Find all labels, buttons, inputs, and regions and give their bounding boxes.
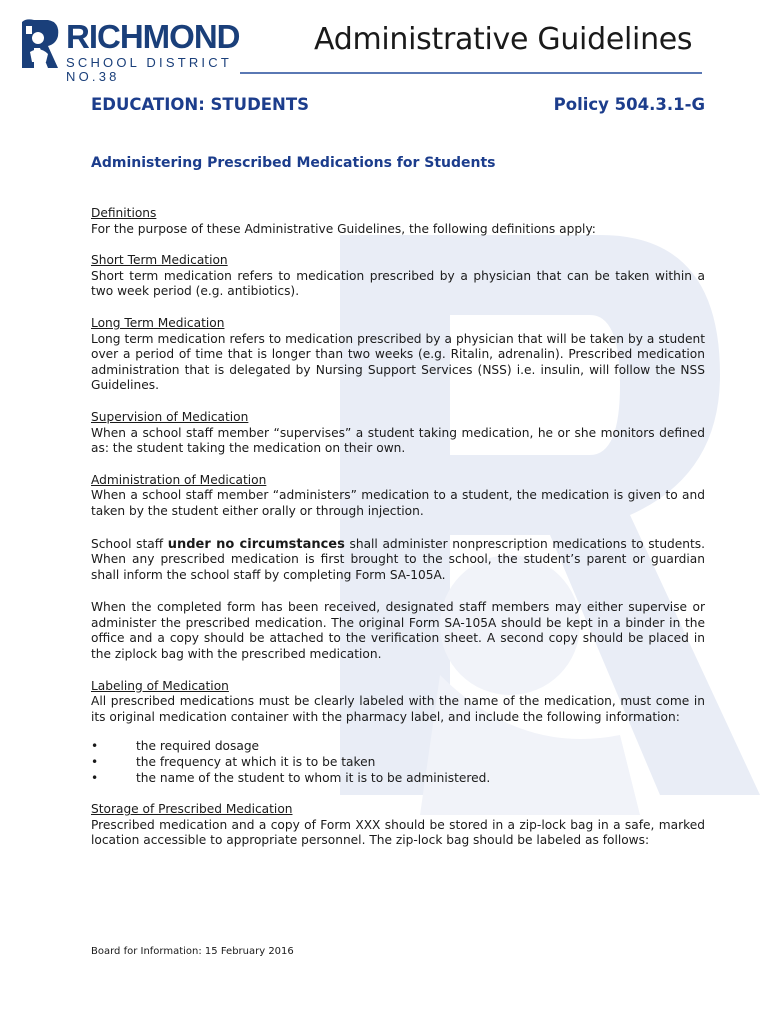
section-short-term <box>91 253 705 300</box>
document-type-title: Administrative Guidelines <box>314 22 693 57</box>
staff-paragraph <box>91 537 705 584</box>
section-heading: Short Term Medication <box>91 253 228 268</box>
staff-text-before: School staff <box>91 536 168 551</box>
section-heading: Administration of Medication <box>91 472 267 487</box>
section-supervision <box>91 410 705 457</box>
section-body: When the completed form has been received, designated staff members may either supervise or administer the prescribed medication. The original Form SA-105A should be kept in a binder in the office and a copy should be attached to the verification sheet. A second copy should be placed in the ziplock bag with the prescribed medication. <box>91 600 705 662</box>
section-heading: Long Term Medication <box>91 315 225 330</box>
logo-subtitle: SCHOOL DISTRICT NO.38 <box>66 55 232 84</box>
document-title: Administering Prescribed Medications for Students <box>91 155 496 171</box>
policy-number: Policy 504.3.1-G <box>553 95 705 114</box>
section-heading: Supervision of Medication <box>91 409 249 424</box>
header-divider <box>240 72 702 74</box>
district-emblem-icon <box>18 16 64 72</box>
labeling-requirements-list <box>91 739 705 786</box>
section-body: Long term medication refers to medication prescribed by a physician that will be taken by a student over a period of time that is longer than two weeks (e.g. Ritalin, adrenalin). Prescribed medication administration that is delegated by Nursing Support Services (NSS) i.e. insulin, will follow the NSS Guidelines. <box>91 331 705 393</box>
form-paragraph <box>91 600 705 662</box>
section-administration <box>91 473 705 520</box>
district-logo <box>18 16 258 84</box>
section-labeling <box>91 679 705 726</box>
section-definitions <box>91 206 705 237</box>
section-body: When a school staff member “administers” medication to a student, the medication is given to and taken by the student either orally or through injection. <box>91 488 705 518</box>
policy-category: EDUCATION: STUDENTS <box>91 95 309 114</box>
section-storage <box>91 802 705 849</box>
list-item: • the name of the student to whom it is to be administered. <box>91 771 705 787</box>
staff-emphasis: under no circumstances <box>167 536 345 552</box>
list-item: • the frequency at which it is to be taken <box>91 755 705 771</box>
section-body: When a school staff member “supervises” a student taking medication, he or she monitors defined as: the student taking the medication on their own. <box>91 425 705 456</box>
document-body <box>91 95 705 849</box>
section-heading: Definitions <box>91 206 157 220</box>
section-long-term <box>91 316 705 394</box>
page-footer: Board for Information: 15 February 2016 <box>91 946 294 957</box>
logo-name: RICHMOND <box>66 18 240 55</box>
section-body: For the purpose of these Administrative Guidelines, the following definitions apply: <box>91 221 596 236</box>
section-body: Prescribed medication and a copy of Form XXX should be stored in a zip-lock bag in a safe, marked location accessible to appropriate personnel. The zip-lock bag should be labeled as follows: <box>91 817 705 848</box>
section-heading: Labeling of Medication <box>91 678 229 693</box>
section-body: Short term medication refers to medication prescribed by a physician that can be taken within a two week period (e.g. antibiotics). <box>91 268 705 299</box>
policy-header <box>91 95 705 114</box>
section-body: All prescribed medications must be clearly labeled with the name of the medication, must come in its original medication container with the pharmacy label, and include the following information: <box>91 694 705 724</box>
list-item: • the required dosage <box>91 739 705 755</box>
section-heading: Storage of Prescribed Medication <box>91 802 293 817</box>
staff-text-after: shall administer nonprescription medications to students. When any prescribed medication is first brought to the school, the student’s parent or guardian shall inform the school staff by completing Form SA-105A. <box>91 536 706 582</box>
